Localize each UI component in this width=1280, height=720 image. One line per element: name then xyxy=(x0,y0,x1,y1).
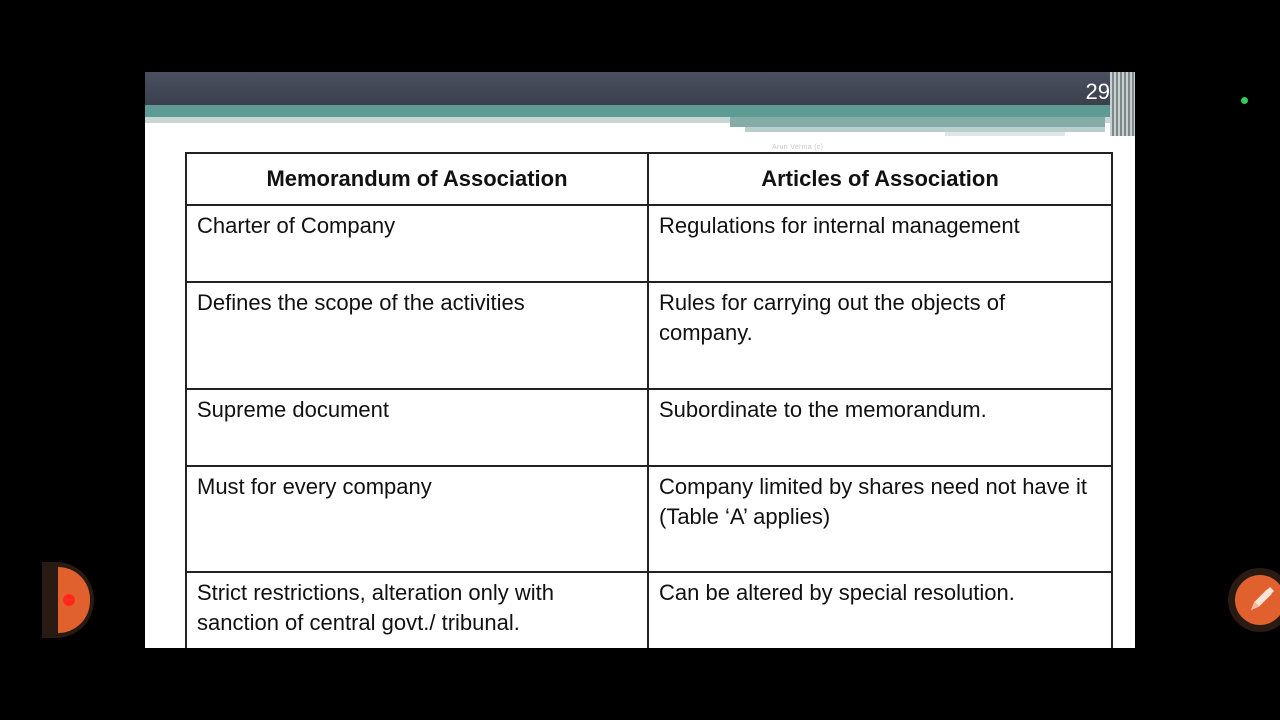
table-cell: Must for every company xyxy=(186,466,648,572)
column-header-articles: Articles of Association xyxy=(648,153,1112,205)
header-decor xyxy=(730,117,1105,127)
header-band xyxy=(145,72,1135,105)
record-icon xyxy=(63,594,75,606)
header-decor xyxy=(945,132,1065,136)
table-cell: Can be altered by special resolution. xyxy=(648,572,1112,648)
table-row xyxy=(186,389,1112,466)
table-row xyxy=(186,466,1112,572)
column-header-memorandum: Memorandum of Association xyxy=(186,153,648,205)
presentation-slide xyxy=(145,72,1135,648)
header-accent-band xyxy=(145,105,1135,117)
table-cell: Defines the scope of the activities xyxy=(186,282,648,389)
table-cell: Supreme document xyxy=(186,389,648,466)
table-cell: Subordinate to the memorandum. xyxy=(648,389,1112,466)
header-edge-stripes xyxy=(1110,72,1135,136)
table-header-row xyxy=(186,153,1112,205)
table-cell: Strict restrictions, alteration only with sanction of central govt./ tribunal. xyxy=(186,572,648,648)
table-row xyxy=(186,282,1112,389)
table-cell: Charter of Company xyxy=(186,205,648,282)
pen-icon xyxy=(1246,583,1278,615)
table-cell: Rules for carrying out the objects of company. xyxy=(648,282,1112,389)
slide-page-number: 29 xyxy=(1085,79,1110,104)
comparison-table xyxy=(185,152,1113,648)
slide-watermark: Arun Verma (c) xyxy=(772,144,824,151)
table-row xyxy=(186,205,1112,282)
status-indicator-dot xyxy=(1241,97,1248,104)
table-row xyxy=(186,572,1112,648)
table-cell: Regulations for internal management xyxy=(648,205,1112,282)
table-cell: Company limited by shares need not have it (Table ‘A’ applies) xyxy=(648,466,1112,572)
